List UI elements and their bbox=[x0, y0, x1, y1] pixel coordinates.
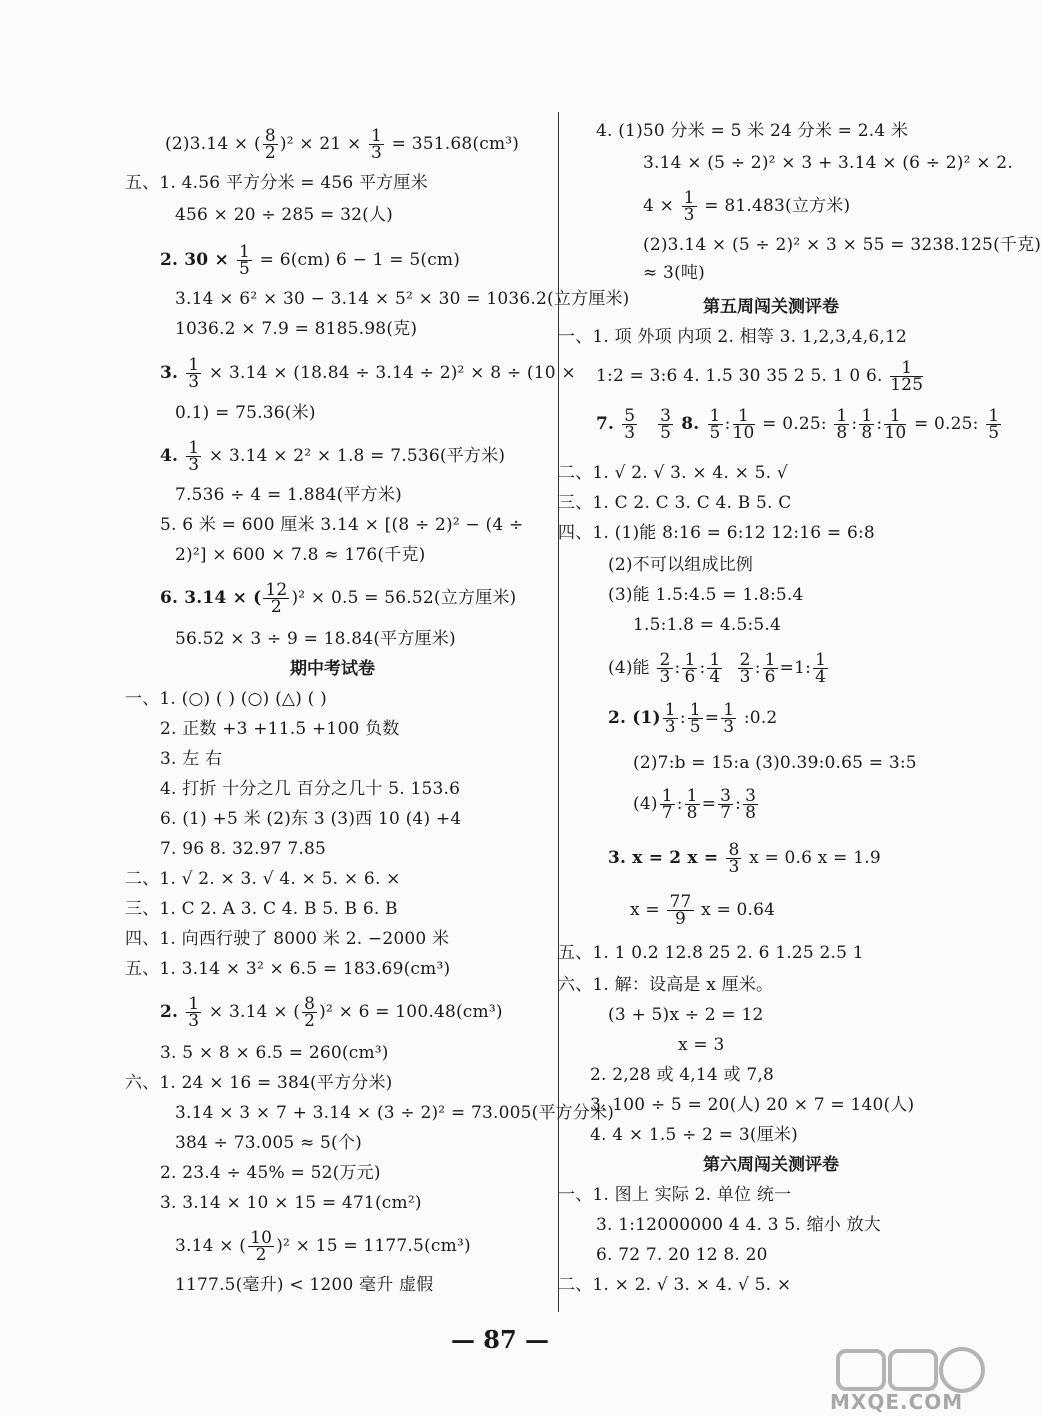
fraction: $\frac{1}{3}$ bbox=[188, 438, 200, 475]
fraction: $\frac{1}{6}$ bbox=[684, 650, 696, 687]
line: 6. 72 7. 20 12 8. 20 bbox=[596, 1245, 768, 1265]
line: ≈ 3(吨) bbox=[643, 263, 705, 283]
line: 3. 左 右 bbox=[160, 749, 223, 769]
line: 1177.5(毫升) < 1200 毫升 虚假 bbox=[175, 1275, 434, 1295]
fraction: $\frac{1}{6}$ bbox=[764, 650, 776, 687]
line: 7. 96 8. 32.97 7.85 bbox=[160, 839, 327, 859]
line: 二、1. √ 2. × 3. √ 4. × 5. × 6. × bbox=[125, 869, 401, 889]
line: 384 ÷ 73.005 ≈ 5(个) bbox=[175, 1133, 362, 1153]
line: 一、1. 项 外项 内项 2. 相等 3. 1,2,3,4,6,12 bbox=[558, 327, 908, 347]
fraction: $\frac{8}{3}$ bbox=[728, 840, 740, 877]
line: 3. x = 2 x = $\frac{8}{3}$ x = 0.6 x = 1.9 bbox=[608, 840, 881, 877]
line: 3.14 × 3 × 7 + 3.14 × (3 ÷ 2)² = 73.005(平方分米) bbox=[175, 1103, 615, 1123]
line: 四、1. 向西行驶了 8000 米 2. −2000 米 bbox=[125, 929, 450, 949]
fraction: $\frac{1}{5}$ bbox=[239, 242, 251, 279]
fraction: $\frac{1}{5}$ bbox=[988, 406, 1000, 443]
fraction: $\frac{1}{3}$ bbox=[371, 126, 383, 163]
line: 7. $\frac{5}{3}$ $\frac{3}{5}$ 8. $\frac{1}{5}$ : $\frac{1}{10}$ = 0.25: $\frac{1}{8}$ : $\frac{1}{8}$ : $\frac{1}{10}$ = 0.25: $\frac{1}{5}$ bbox=[596, 406, 1000, 443]
section-heading: 期中考试卷 bbox=[290, 659, 375, 679]
line: 五、1. 3.14 × 3² × 6.5 = 183.69(cm³) bbox=[125, 959, 451, 979]
fraction: $\frac{1}{10}$ bbox=[732, 406, 755, 443]
line: 4. 打折 十分之几 百分之几十 5. 153.6 bbox=[160, 779, 461, 799]
line: 1:2 = 3:6 4. 1.5 30 35 2 5. 1 0 6. $\frac{1}{125}$ bbox=[596, 358, 924, 395]
line: 三、1. C 2. A 3. C 4. B 5. B 6. B bbox=[125, 899, 398, 919]
fraction: $\frac{77}{9}$ bbox=[669, 892, 692, 929]
line: 2)²] × 600 × 7.8 ≈ 176(千克) bbox=[175, 545, 426, 565]
line: 2. 23.4 ÷ 45% = 52(万元) bbox=[160, 1163, 381, 1183]
line: 2. 30 × $\frac{1}{5}$ = 6(cm) 6 − 1 = 5(cm) bbox=[160, 242, 461, 279]
line: (3 + 5)x ÷ 2 = 12 bbox=[608, 1005, 764, 1025]
watermark-seal-icon bbox=[830, 1345, 990, 1395]
fraction: $\frac{3}{8}$ bbox=[745, 786, 757, 823]
watermark-logo bbox=[830, 1345, 990, 1414]
fraction: $\frac{8}{2}$ bbox=[304, 994, 316, 1031]
line: 3.14 × ( $\frac{10}{2}$ )² × 15 = 1177.5(cm³) bbox=[175, 1228, 471, 1265]
section-heading: 第五周闯关测评卷 bbox=[703, 297, 839, 317]
line: (4)能 $\frac{2}{3}$ : $\frac{1}{6}$ : $\frac{1}{4}$ $\frac{2}{3}$ : $\frac{1}{6}$ =1: $\frac{1}{4}$ bbox=[608, 650, 827, 687]
line: 一、1. (○) ( ) (○) (△) ( ) bbox=[125, 689, 327, 709]
fraction: $\frac{1}{10}$ bbox=[884, 406, 907, 443]
line: (2)7:b = 15:a (3)0.39:0.65 = 3:5 bbox=[633, 753, 917, 773]
fraction: $\frac{5}{3}$ bbox=[624, 406, 636, 443]
line: 3.14 × (5 ÷ 2)² × 3 + 3.14 × (6 ÷ 2)² × 2. bbox=[643, 153, 1013, 173]
watermark-text: MXQE.COM bbox=[830, 1390, 964, 1414]
line: 四、1. (1)能 8:16 = 6:12 12:16 = 6:8 bbox=[558, 523, 875, 543]
line: (2)3.14 × (5 ÷ 2)² × 3 × 55 = 3238.125(千克) bbox=[643, 235, 1041, 255]
line: 456 × 20 ÷ 285 = 32(人) bbox=[175, 205, 393, 225]
fraction: $\frac{1}{8}$ bbox=[686, 786, 698, 823]
line: 2. (1) $\frac{1}{3}$ : $\frac{1}{5}$ = $\frac{1}{3}$ :0.2 bbox=[608, 700, 778, 737]
fraction: $\frac{1}{4}$ bbox=[709, 650, 721, 687]
fraction: $\frac{1}{8}$ bbox=[861, 406, 873, 443]
fraction: $\frac{1}{5}$ bbox=[709, 406, 721, 443]
line: 6. 3.14 × ( $\frac{12}{2}$ )² × 0.5 = 56.52(立方厘米) bbox=[160, 580, 517, 617]
line: 五、1. 1 0.2 12.8 25 2. 6 1.25 2.5 1 bbox=[558, 943, 864, 963]
line: 2. 正数 +3 +11.5 +100 负数 bbox=[160, 719, 400, 739]
line: 六、1. 24 × 16 = 384(平方分米) bbox=[125, 1073, 393, 1093]
line: 0.1) = 75.36(米) bbox=[175, 403, 316, 423]
line: 五、1. 4.56 平方分米 = 456 平方厘米 bbox=[125, 173, 428, 193]
line: 3. 5 × 8 × 6.5 = 260(cm³) bbox=[160, 1043, 389, 1063]
fraction: $\frac{1}{5}$ bbox=[689, 700, 701, 737]
line: (3)能 1.5:4.5 = 1.8:5.4 bbox=[608, 585, 804, 605]
line: 4 × $\frac{1}{3}$ = 81.483(立方米) bbox=[643, 188, 851, 225]
line: (2)不可以组成比例 bbox=[608, 555, 754, 575]
line: 一、1. 图上 实际 2. 单位 统一 bbox=[558, 1185, 792, 1205]
line: x = $\frac{77}{9}$ x = 0.64 bbox=[630, 892, 776, 929]
line: 3. $\frac{1}{3}$ × 3.14 × (18.84 ÷ 3.14 ÷ 2)² × 8 ÷ (10 × bbox=[160, 355, 576, 392]
line: 3. 100 ÷ 5 = 20(人) 20 × 7 = 140(人) bbox=[590, 1095, 915, 1115]
line: 7.536 ÷ 4 = 1.884(平方米) bbox=[175, 485, 402, 505]
fraction: $\frac{1}{8}$ bbox=[836, 406, 848, 443]
line: 2. 2,28 或 4,14 或 7,8 bbox=[590, 1065, 774, 1085]
line: (2)3.14 × ( $\frac{8}{2}$ )² × 21 × $\frac{1}{3}$ = 351.68(cm³) bbox=[165, 126, 520, 163]
line: 3. 3.14 × 10 × 15 = 471(cm²) bbox=[160, 1193, 422, 1213]
fraction: $\frac{1}{3}$ bbox=[188, 994, 200, 1031]
fraction: $\frac{10}{2}$ bbox=[250, 1228, 273, 1265]
fraction: $\frac{1}{3}$ bbox=[664, 700, 676, 737]
fraction: $\frac{1}{3}$ bbox=[683, 188, 695, 225]
fraction: $\frac{3}{5}$ bbox=[660, 406, 672, 443]
line: 二、1. × 2. √ 3. × 4. √ 5. × bbox=[558, 1275, 792, 1295]
fraction: $\frac{1}{3}$ bbox=[188, 355, 200, 392]
fraction: $\frac{1}{125}$ bbox=[890, 358, 924, 395]
line: x = 3 bbox=[678, 1035, 725, 1055]
line: 5. 6 米 = 600 厘米 3.14 × [(8 ÷ 2)² − (4 ÷ bbox=[160, 515, 524, 535]
line: 六、1. 解：设高是 x 厘米。 bbox=[558, 975, 774, 995]
line: (4) $\frac{1}{7}$ : $\frac{1}{8}$ = $\frac{3}{7}$ : $\frac{3}{8}$ bbox=[633, 786, 757, 823]
line: 三、1. C 2. C 3. C 4. B 5. C bbox=[558, 493, 792, 513]
section-heading: 第六周闯关测评卷 bbox=[703, 1155, 839, 1175]
line: 1036.2 × 7.9 = 8185.98(克) bbox=[175, 319, 418, 339]
fraction: $\frac{1}{3}$ bbox=[723, 700, 735, 737]
fraction: $\frac{3}{7}$ bbox=[720, 786, 732, 823]
line: 4. $\frac{1}{3}$ × 3.14 × 2² × 1.8 = 7.536(平方米) bbox=[160, 438, 506, 475]
line: 56.52 × 3 ÷ 9 = 18.84(平方厘米) bbox=[175, 629, 456, 649]
page-number: — 87 — bbox=[450, 1325, 550, 1354]
line: 1.5:1.8 = 4.5:5.4 bbox=[633, 615, 782, 635]
fraction: $\frac{12}{2}$ bbox=[265, 580, 288, 617]
line: 4. (1)50 分米 = 5 米 24 分米 = 2.4 米 bbox=[596, 121, 909, 141]
line: 3. 1:12000000 4 4. 3 5. 缩小 放大 bbox=[596, 1215, 881, 1235]
line: 3.14 × 6² × 30 − 3.14 × 5² × 30 = 1036.2(立方厘米) bbox=[175, 289, 630, 309]
line: 4. 4 × 1.5 ÷ 2 = 3(厘米) bbox=[590, 1125, 798, 1145]
fraction: $\frac{2}{3}$ bbox=[739, 650, 751, 687]
fraction: $\frac{8}{2}$ bbox=[264, 126, 276, 163]
line: 二、1. √ 2. √ 3. × 4. × 5. √ bbox=[558, 463, 788, 483]
fraction: $\frac{1}{4}$ bbox=[815, 650, 827, 687]
line: 2. $\frac{1}{3}$ × 3.14 × ( $\frac{8}{2}$ )² × 6 = 100.48(cm³) bbox=[160, 994, 503, 1031]
line: 6. (1) +5 米 (2)东 3 (3)西 10 (4) +4 bbox=[160, 809, 462, 829]
fraction: $\frac{1}{7}$ bbox=[661, 786, 673, 823]
fraction: $\frac{2}{3}$ bbox=[659, 650, 671, 687]
